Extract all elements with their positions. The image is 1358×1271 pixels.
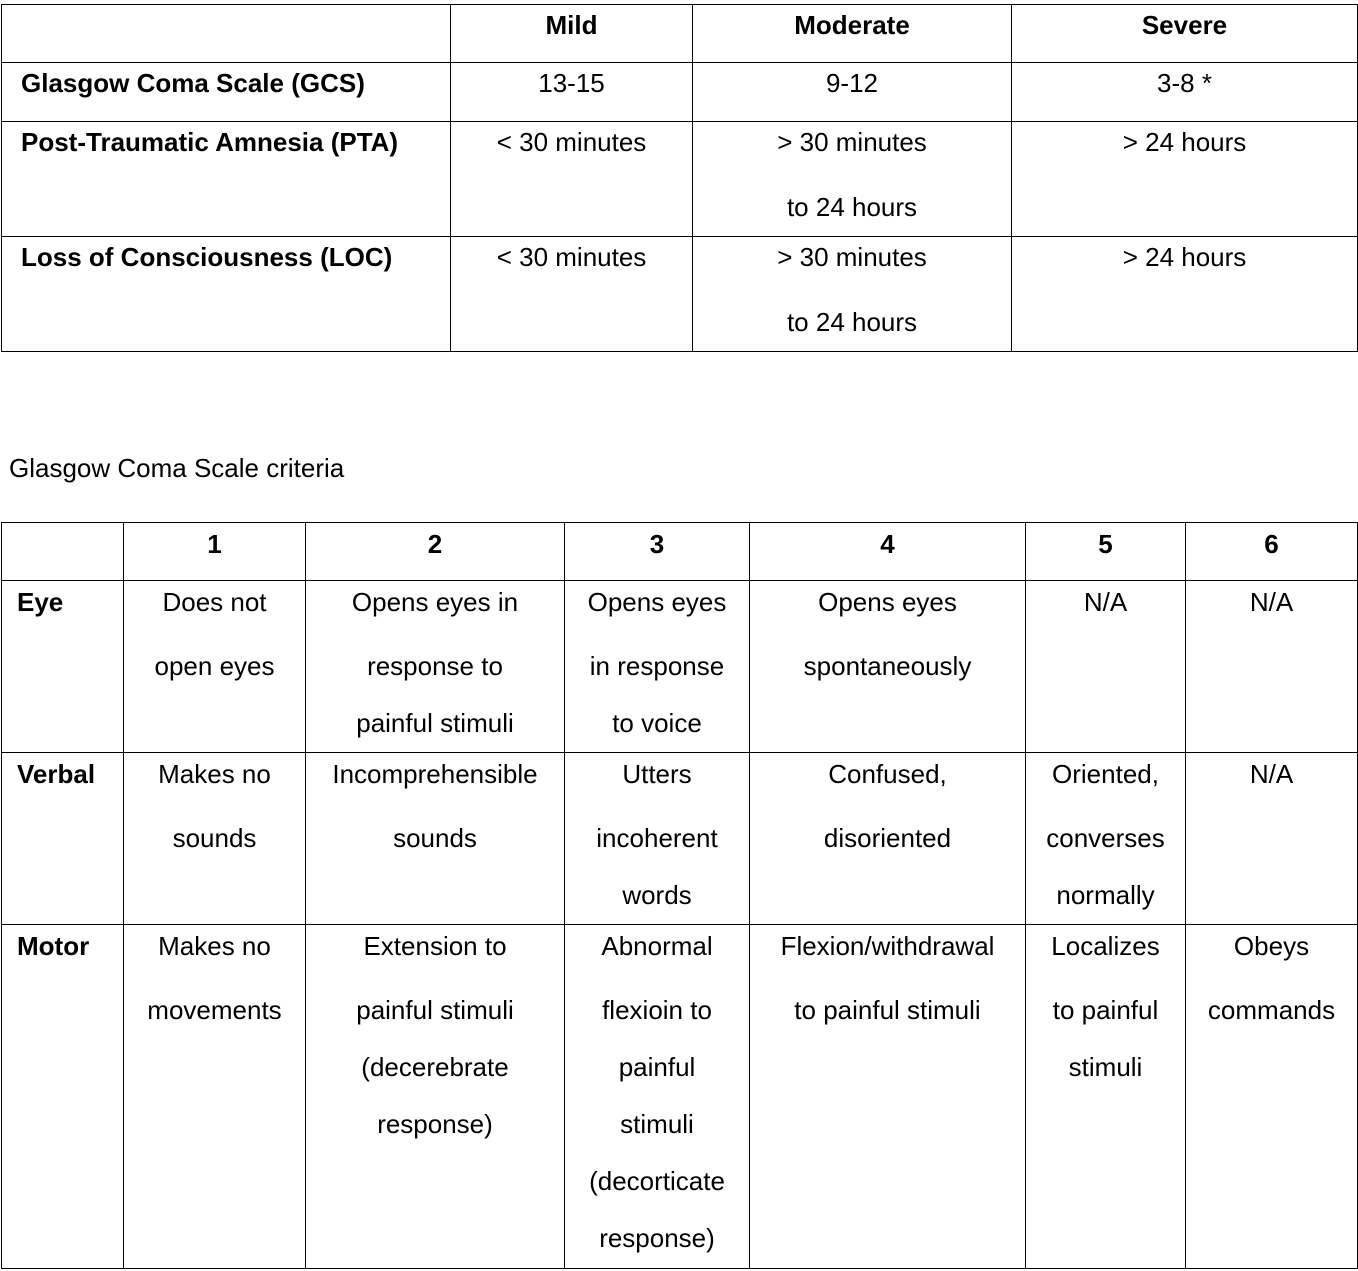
cell-line: incoherent <box>596 823 718 853</box>
cell-line: converses <box>1046 823 1165 853</box>
cell-line: response) <box>377 1109 493 1139</box>
gcs-cell <box>306 753 565 925</box>
cell-line: N/A <box>1249 759 1294 789</box>
gcs-header-row <box>2 523 1358 581</box>
gcs-cell <box>565 925 750 1269</box>
cell-line: response to <box>367 651 503 681</box>
cell-line: Localizes <box>1051 931 1160 961</box>
cell-line: words <box>622 880 692 910</box>
gcs-cell <box>124 753 306 925</box>
cell-line: commands <box>1207 995 1336 1025</box>
gcs-cell <box>306 581 565 753</box>
gcs-cell <box>750 753 1026 925</box>
gcs-cell <box>1026 753 1186 925</box>
gcs-cell <box>124 925 306 1269</box>
severity-row-label <box>2 122 451 237</box>
gcs-cell <box>750 581 1026 753</box>
cell-line: Opens eyes <box>818 587 957 617</box>
severity-header-row <box>2 5 1358 63</box>
cell-line: Abnormal <box>601 931 713 961</box>
cell-line: Opens eyes in <box>351 587 519 617</box>
cell-line: < 30 minutes <box>496 242 647 272</box>
cell-line: painful <box>618 1052 696 1082</box>
gcs-cell <box>1026 925 1186 1269</box>
gcs-row-verbal <box>2 753 1358 925</box>
gcs-cell <box>1026 581 1186 753</box>
cell-line: Confused, <box>828 759 947 789</box>
cell-line: sounds <box>393 823 477 853</box>
severity-header-blank <box>2 5 451 63</box>
severity-row-label: Glasgow Coma Scale (GCS) <box>2 63 451 122</box>
gcs-header-score: 5 <box>1026 523 1186 581</box>
severity-cell-severe <box>1012 237 1358 352</box>
gcs-row-motor <box>2 925 1358 1269</box>
gcs-row-label: Motor <box>2 925 124 1269</box>
gcs-row-eye <box>2 581 1358 753</box>
cell-line: Makes no <box>158 931 271 961</box>
cell-line: > 24 hours <box>1122 127 1247 157</box>
gcs-cell <box>1186 581 1358 753</box>
cell-line: disoriented <box>823 823 952 853</box>
cell-line: response) <box>599 1223 715 1253</box>
gcs-cell <box>124 581 306 753</box>
severity-row-label-text: Post-Traumatic Amnesia (PTA) <box>21 127 399 157</box>
gcs-cell <box>306 925 565 1269</box>
gcs-header-score: 4 <box>750 523 1026 581</box>
cell-line: < 30 minutes <box>496 127 647 157</box>
cell-line: normally <box>1056 880 1155 910</box>
severity-cell-severe <box>1012 122 1358 237</box>
severity-header-moderate: Moderate <box>693 5 1012 63</box>
cell-line: Utters <box>622 759 692 789</box>
cell-line: to 24 hours <box>786 307 918 337</box>
gcs-cell <box>1186 753 1358 925</box>
severity-row-pta <box>2 122 1358 237</box>
cell-line: stimuli <box>620 1109 694 1139</box>
gcs-row-label: Eye <box>2 581 124 753</box>
gcs-criteria-caption: Glasgow Coma Scale criteria <box>9 453 345 483</box>
cell-line: open eyes <box>154 651 275 681</box>
cell-line: > 30 minutes <box>777 242 927 272</box>
severity-cell-moderate <box>693 237 1012 352</box>
cell-line: sounds <box>172 823 257 853</box>
gcs-criteria-table <box>1 522 1358 1269</box>
cell-line: spontaneously <box>803 651 972 681</box>
cell-line: Extension to <box>363 931 507 961</box>
cell-line: > 24 hours <box>1122 242 1247 272</box>
cell-line: in response <box>589 651 725 681</box>
cell-line: to painful stimuli <box>794 995 981 1025</box>
severity-cell-moderate <box>693 122 1012 237</box>
severity-header-severe: Severe <box>1012 5 1358 63</box>
gcs-header-score: 1 <box>124 523 306 581</box>
gcs-cell <box>565 753 750 925</box>
cell-line: Makes no <box>158 759 271 789</box>
gcs-cell <box>750 925 1026 1269</box>
cell-line: Opens eyes <box>587 587 727 617</box>
severity-row-label <box>2 237 451 352</box>
cell-line: flexioin to <box>602 995 712 1025</box>
cell-line: movements <box>147 995 282 1025</box>
cell-line: Does not <box>162 587 267 617</box>
cell-line: to painful <box>1052 995 1159 1025</box>
severity-row-label-text: Loss of Consciousness (LOC) <box>21 242 393 272</box>
gcs-row-label: Verbal <box>2 753 124 925</box>
cell-line: N/A <box>1083 587 1128 617</box>
severity-cell-mild <box>451 237 693 352</box>
gcs-header-score: 6 <box>1186 523 1358 581</box>
gcs-header-score: 3 <box>565 523 750 581</box>
gcs-header-blank <box>2 523 124 581</box>
cell-line: to 24 hours <box>786 192 918 222</box>
cell-line: stimuli <box>1068 1052 1143 1082</box>
gcs-cell <box>565 581 750 753</box>
severity-row-loc <box>2 237 1358 352</box>
cell-line: Flexion/withdrawal <box>780 931 995 961</box>
cell-line: painful stimuli <box>356 708 514 738</box>
cell-line: Obeys <box>1233 931 1310 961</box>
cell-line: N/A <box>1249 587 1294 617</box>
severity-cell-mild: 13-15 <box>451 63 693 122</box>
severity-cell-moderate: 9-12 <box>693 63 1012 122</box>
cell-line: (decerebrate <box>361 1052 509 1082</box>
cell-line: Oriented, <box>1052 759 1159 789</box>
cell-line: painful stimuli <box>356 995 514 1025</box>
gcs-cell <box>1186 925 1358 1269</box>
cell-line: (decorticate <box>589 1166 725 1196</box>
severity-classification-table <box>1 4 1358 352</box>
cell-line: to voice <box>612 708 702 738</box>
cell-line: > 30 minutes <box>777 127 927 157</box>
severity-cell-severe: 3-8 * <box>1012 63 1358 122</box>
cell-line: Incomprehensible <box>332 759 538 789</box>
gcs-header-score: 2 <box>306 523 565 581</box>
severity-cell-mild <box>451 122 693 237</box>
severity-row-gcs <box>2 63 1358 122</box>
severity-header-mild: Mild <box>451 5 693 63</box>
